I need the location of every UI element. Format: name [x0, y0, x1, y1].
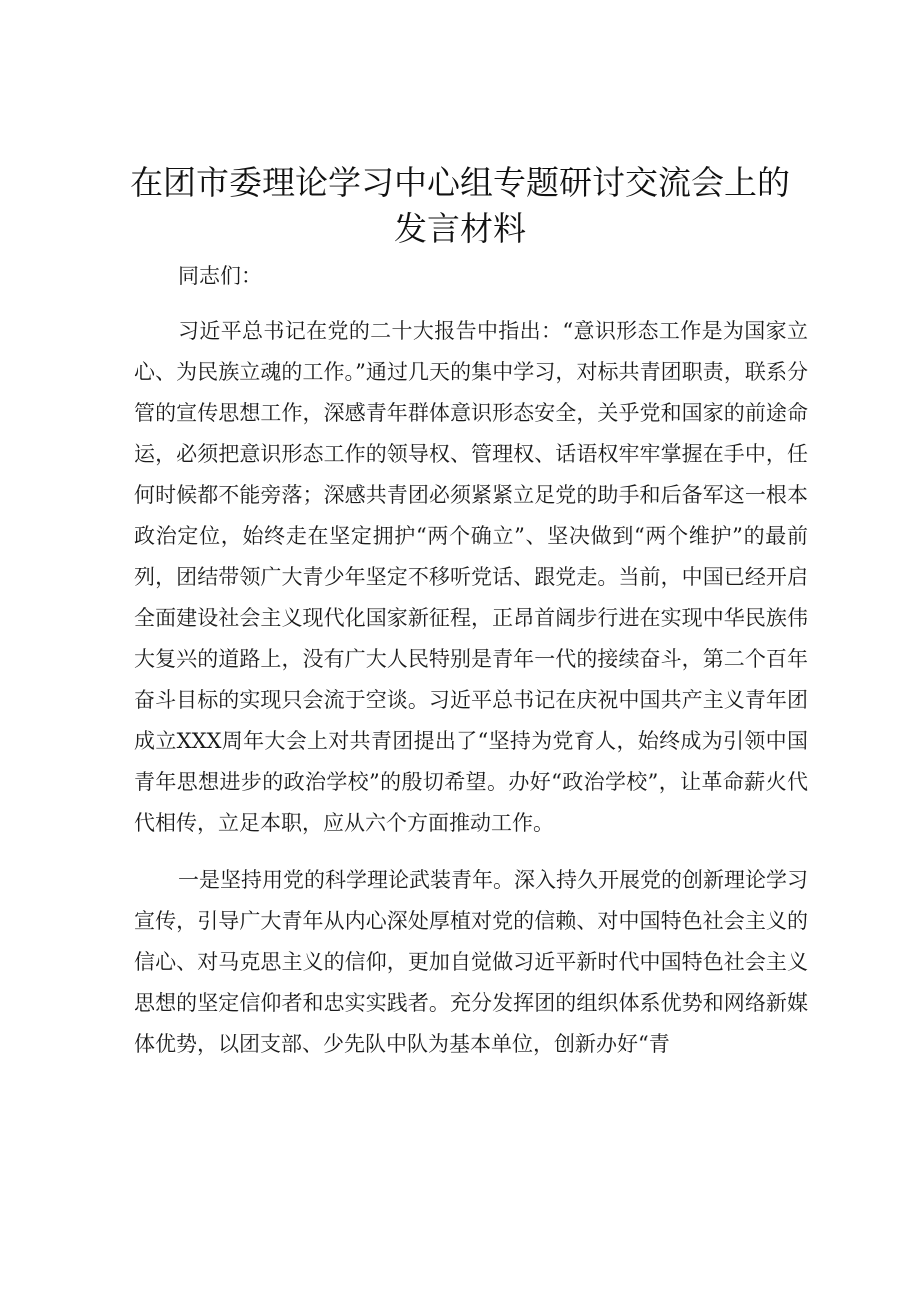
- title-line-1: 在团市委理论学习中心组专题研讨交流会上的: [130, 163, 790, 202]
- document-title: [60, 160, 860, 252]
- paragraph-point-one: 一是坚持用党的科学理论武装青年。深入持久开展党的创新理论学习宣传，引导广大青年从内心深处厚植对党的信赖、对中国特色社会主义的信心、对马克思主义的信仰，更加自觉做习近平新时代中国特色社会主义思想的坚定信仰者和忠实实践者。充分发挥团的组织体系优势和网络新媒体优势，以团支部、少先队中队为基本单位，创新办好“青: [134, 868, 808, 1056]
- salutation: 同志们：: [178, 264, 262, 288]
- document-body: [134, 256, 808, 1065]
- paragraph-intro: 习近平总书记在党的二十大报告中指出：“意识形态工作是为国家立心、为民族立魂的工作。”通过几天的集中学习，对标共青团职责，联系分管的宣传思想工作，深感青年群体意识形态安全，关乎党和国家的前途命运，必须把意识形态工作的领导权、管理权、话语权牢牢掌握在手中，任何时候都不能旁落；深感共青团必须紧紧立足党的助手和后备军这一根本政治定位，始终走在坚定拥护“两个确立”、坚决做到“两个维护”的最前列，团结带领广大青少年坚定不移听党话、跟党走。当前，中国已经开启全面建设社会主义现代化国家新征程，正昂首阔步行进在实现中华民族伟大复兴的道路上，没有广大人民特别是青年一代的接续奋斗，第二个百年奋斗目标的实现只会流于空谈。习近平总书记在庆祝中国共产主义青年团成立XXX周年大会上对共青团提出了“坚持为党育人，始终成为引领中国青年思想进步的政治学校”的殷切希望。办好“政治学校”，让革命薪火代代相传，立足本职，应从六个方面推动工作。: [134, 319, 808, 835]
- title-line-2: 发言材料: [394, 209, 526, 248]
